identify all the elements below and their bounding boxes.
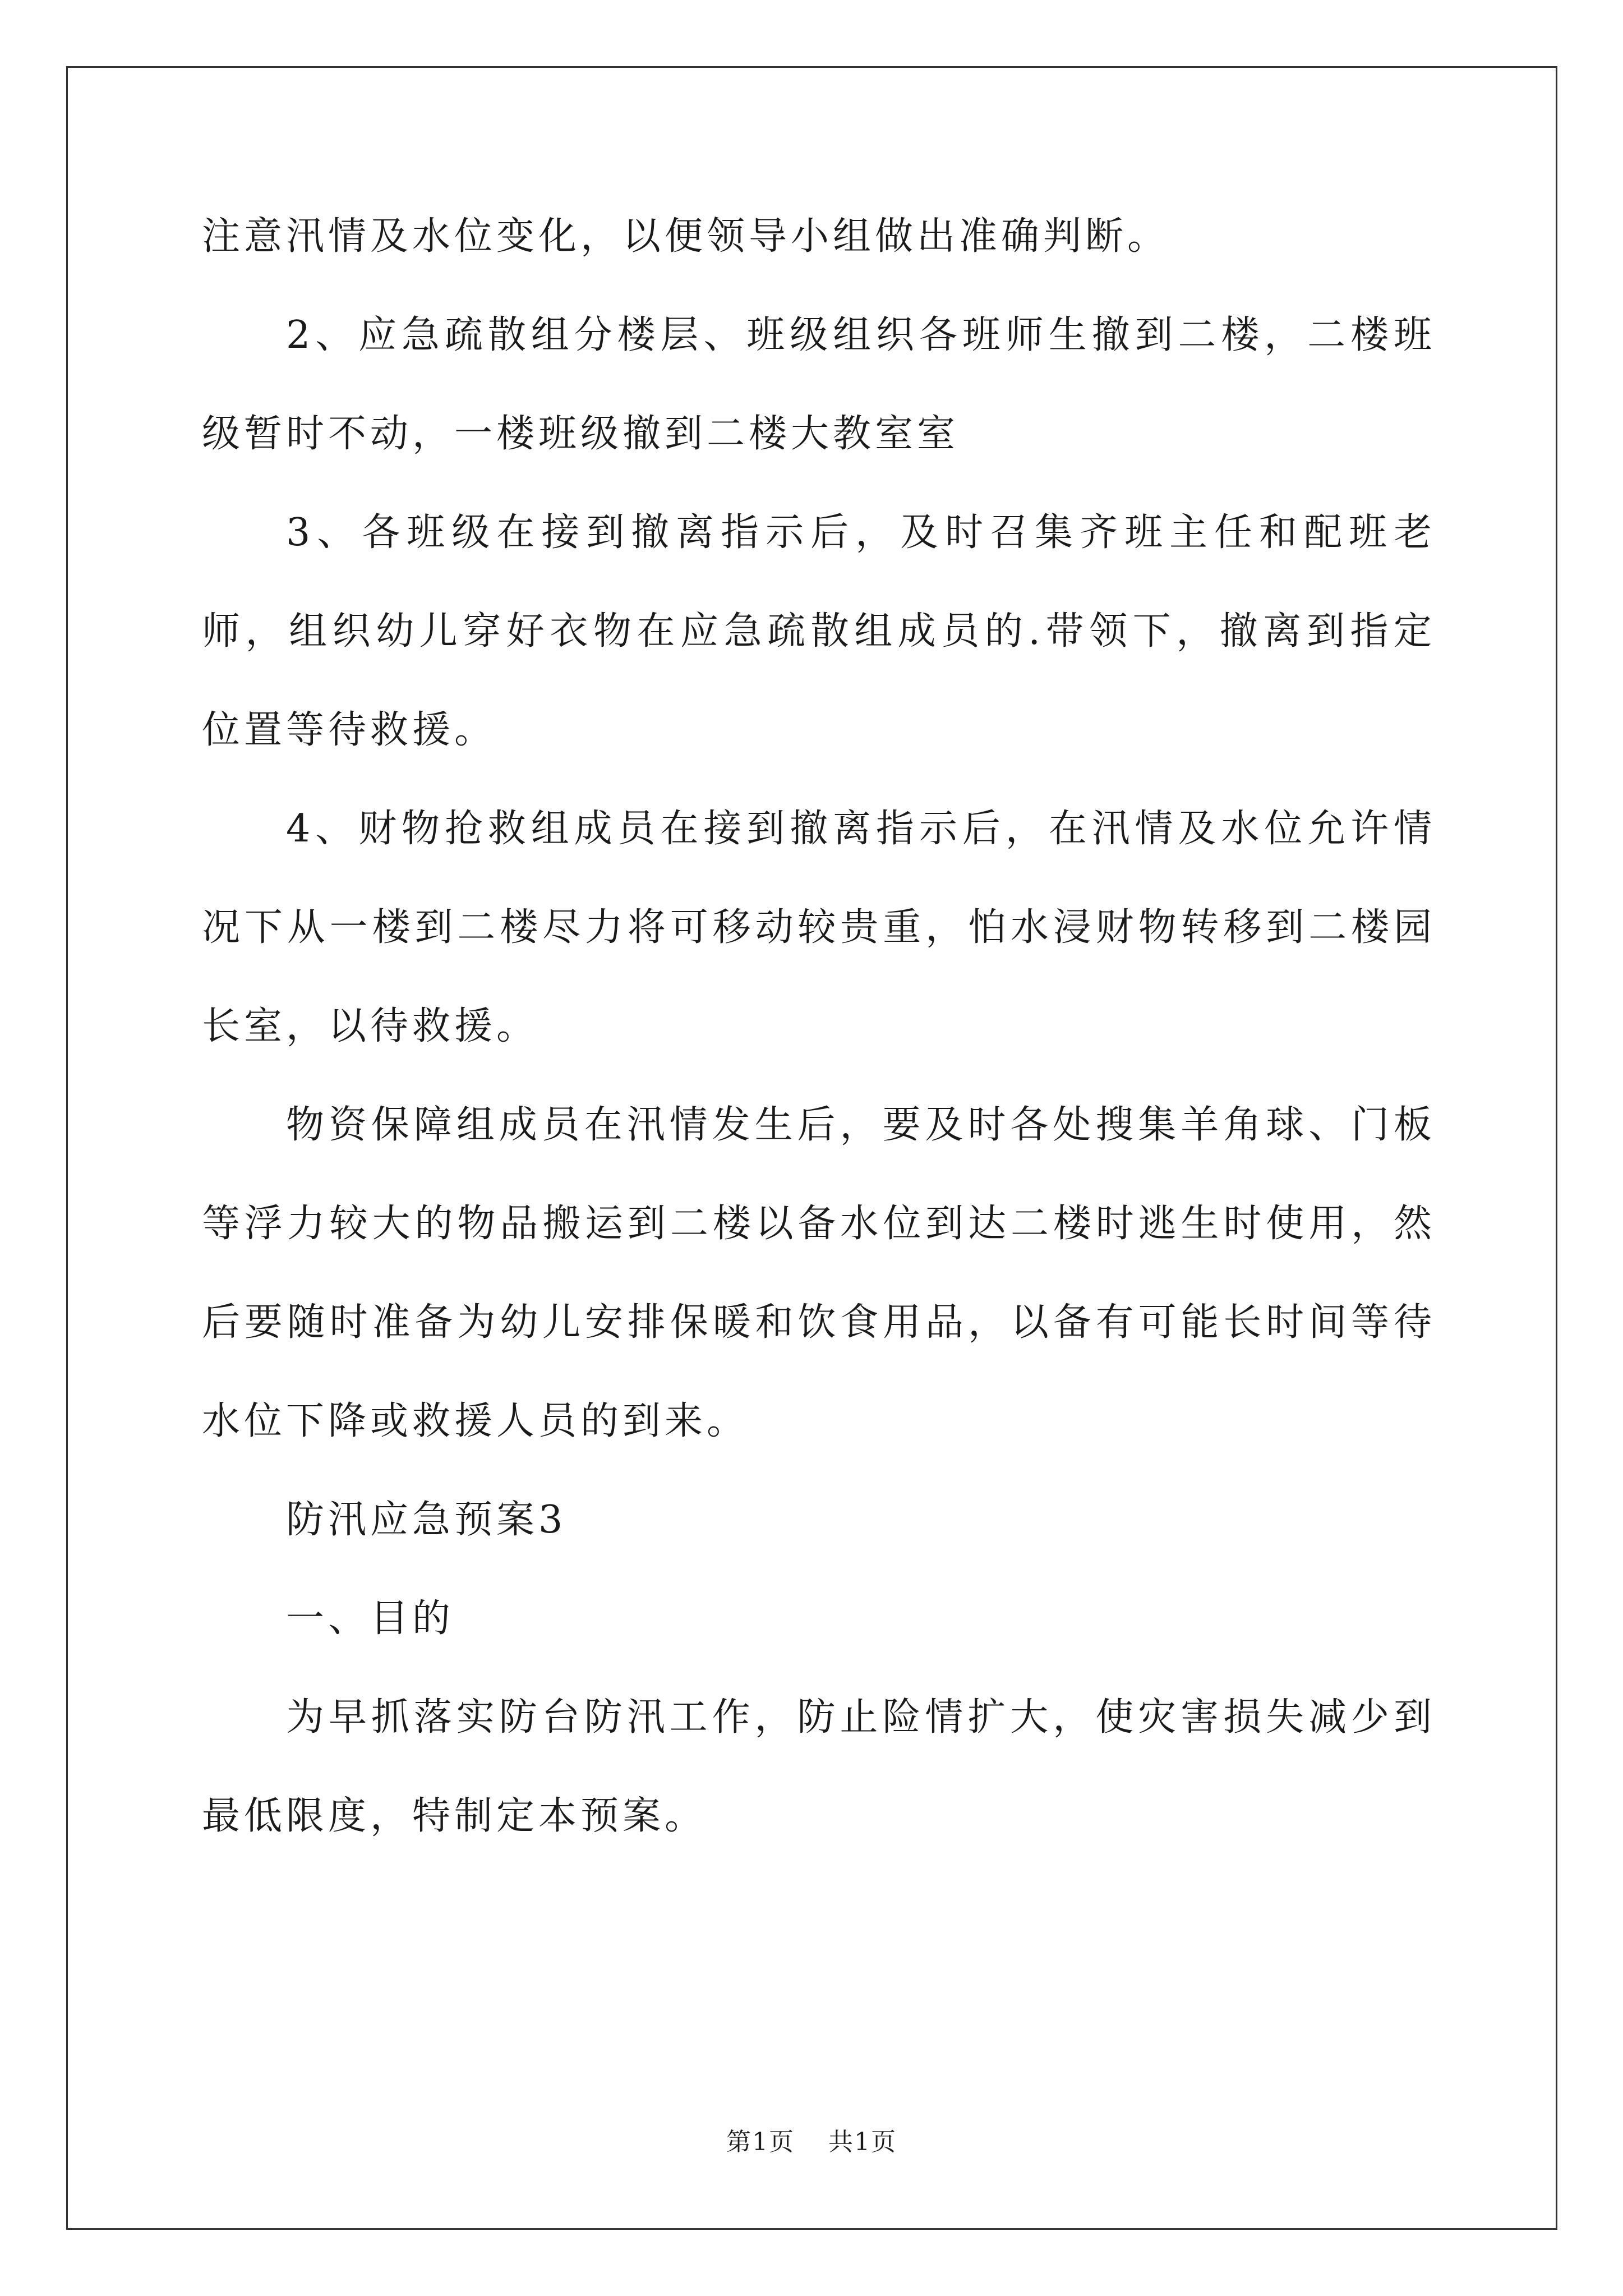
section-title: 防汛应急预案3 <box>286 1498 567 1542</box>
page-number: 第1页 <box>726 2128 795 2156</box>
paragraph-continuation: 注意汛情及水位变化，以便领导小组做出准确判断。 <box>202 214 1170 259</box>
section-heading-purpose: 一、目的 <box>286 1596 455 1641</box>
paragraph-item-4: 4、财物抢救组成员在接到撤离指示后，在汛情及水位允许情况下从一楼到二楼尽力将可移动较贵重，怕水浸财物转移到二楼园长室，以待救援。 <box>202 807 1436 1048</box>
paragraph-item-3: 3、各班级在接到撤离指示后，及时召集齐班主任和配班老师，组织幼儿穿好衣物在应急疏散组成员的.带领下，撤离到指定位置等待救援。 <box>202 510 1436 752</box>
paragraph-item-2: 2、应急疏散组分楼层、班级组织各班师生撤到二楼，二楼班级暂时不动，一楼班级撤到二楼大教室室 <box>202 313 1436 456</box>
page-total: 共1页 <box>828 2128 897 2156</box>
paragraph-supplies: 物资保障组成员在汛情发生后，要及时各处搜集羊角球、门板等浮力较大的物品搬运到二楼以备水位到达二楼时逃生时使用，然后要随时准备为幼儿安排保暖和饮食用品，以备有可能长时间等待水位下降或救援人员的到来。 <box>202 1103 1436 1443</box>
document-body <box>202 202 1436 1866</box>
paragraph-purpose: 为早抓落实防台防汛工作，防止险情扩大，使灾害损失减少到最低限度，特制定本预案。 <box>202 1695 1436 1838</box>
page-footer <box>0 2122 1623 2157</box>
